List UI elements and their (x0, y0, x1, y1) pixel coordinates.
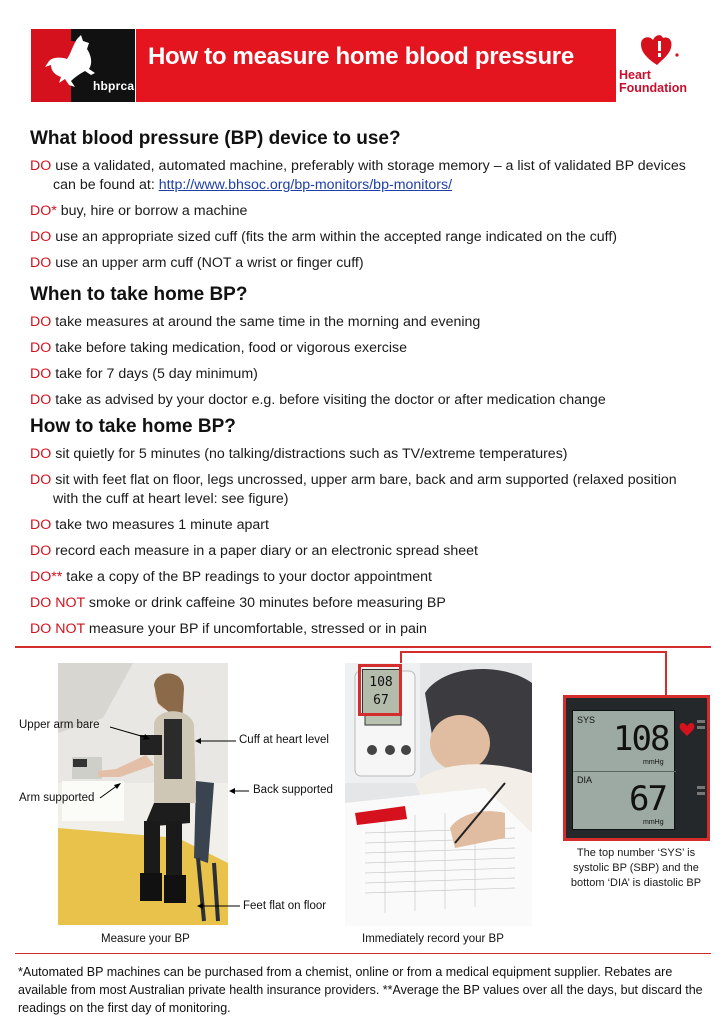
sys-unit: mmHg (643, 759, 664, 766)
item-text: use an upper arm cuff (NOT a wrist or finger cuff) (55, 255, 364, 271)
item-text: smoke or drink caffeine 30 minutes before measuring BP (88, 595, 446, 611)
item-text: take a copy of the BP readings to your doctor appointment (66, 569, 432, 585)
do-prefix: DO (30, 472, 52, 488)
item-text: buy, hire or borrow a machine (60, 203, 248, 219)
annotation-cuff: Cuff at heart level (239, 734, 329, 746)
footer-note: *Automated BP machines can be purchased from a chemist, online or from a medical equipment supplier. Rebates are available from most Australian private health insurance providers. **Average the BP values over all the days, but discard the readings on the first day of monitoring. (18, 965, 703, 1015)
item-text: take for 7 days (5 day minimum) (55, 366, 258, 382)
annotation-feet-flat: Feet flat on floor (243, 900, 327, 912)
annotation-back-supported: Back supported (253, 784, 333, 796)
dia-unit: mmHg (643, 819, 664, 826)
item-text: use an appropriate sized cuff (fits the arm within the accepted range indicated on the cuff) (55, 229, 618, 245)
highlight-box (358, 664, 402, 716)
hf-line-2: Foundation (619, 81, 688, 95)
do-prefix: DO (30, 255, 52, 271)
do-prefix: DO (30, 340, 52, 356)
do-prefix: DO (30, 314, 52, 330)
footer-divider (15, 953, 711, 954)
do-prefix: DO (30, 366, 52, 382)
do-prefix: DO (30, 229, 52, 245)
zoom-note: The top number ‘SYS’ is systolic BP (SBP) and the bottom ‘DIA’ is diastolic BP (570, 847, 702, 889)
item-text: measure your BP if uncomfortable, stressed or in pain (88, 621, 427, 637)
do-prefix: DO (30, 543, 52, 559)
record-caption: Immediately record your BP (362, 933, 504, 945)
sys-label: SYS (577, 715, 596, 725)
item-text: sit quietly for 5 minutes (no talking/distractions such as TV/extreme temperatures) (55, 446, 568, 462)
lcd-divider (573, 771, 676, 772)
item-text: sit with feet flat on floor, legs uncrossed, upper arm bare, back and arm supported (relaxed position with the cuff at heart level: see figure) (53, 472, 677, 507)
do-prefix: DO** (30, 569, 63, 585)
do-prefix: DO (30, 392, 52, 408)
section-heading: When to take home BP? (30, 284, 248, 305)
page-title: How to measure home blood pressure (148, 43, 574, 70)
do-prefix: DO* (30, 203, 57, 219)
section-heading: How to take home BP? (30, 416, 236, 437)
small-dia-value: 67 (373, 693, 389, 708)
item-text: take before taking medication, food or vigorous exercise (55, 340, 407, 356)
annotation-arm-supported: Arm supported (19, 792, 95, 804)
do-prefix: DO NOT (30, 595, 85, 611)
do-prefix: DO (30, 517, 52, 533)
dia-value: 67 (629, 779, 666, 819)
item-text: take as advised by your doctor e.g. before visiting the doctor or after medication change (55, 392, 606, 408)
bhsoc-link[interactable]: http://www.bhsoc.org/bp-monitors/bp-monitors/ (158, 177, 453, 193)
annotation-upper-arm: Upper arm bare (19, 719, 100, 731)
do-prefix: DO (30, 446, 52, 462)
dia-label: DIA (577, 775, 593, 785)
lcd-panel (572, 710, 675, 830)
zoom-display (563, 695, 710, 841)
sys-value: 108 (613, 719, 669, 759)
measure-caption: Measure your BP (101, 933, 190, 945)
hbprca-text: hbprca (93, 79, 135, 93)
section-heading: What blood pressure (BP) device to use? (30, 128, 401, 149)
hf-line-1: Heart (619, 68, 651, 82)
small-sys-value: 108 (369, 675, 393, 690)
do-prefix: DO (30, 158, 52, 174)
item-text: use a validated, automated machine, preferably with storage memory – a list of validated BP devices can be found at: (53, 158, 686, 193)
item-text: record each measure in a paper diary or an electronic spread sheet (55, 543, 478, 559)
item-text: take measures at around the same time in the morning and evening (55, 314, 481, 330)
item-text: take two measures 1 minute apart (55, 517, 269, 533)
do-prefix: DO NOT (30, 621, 85, 637)
heart-indicator-icon (679, 716, 707, 826)
